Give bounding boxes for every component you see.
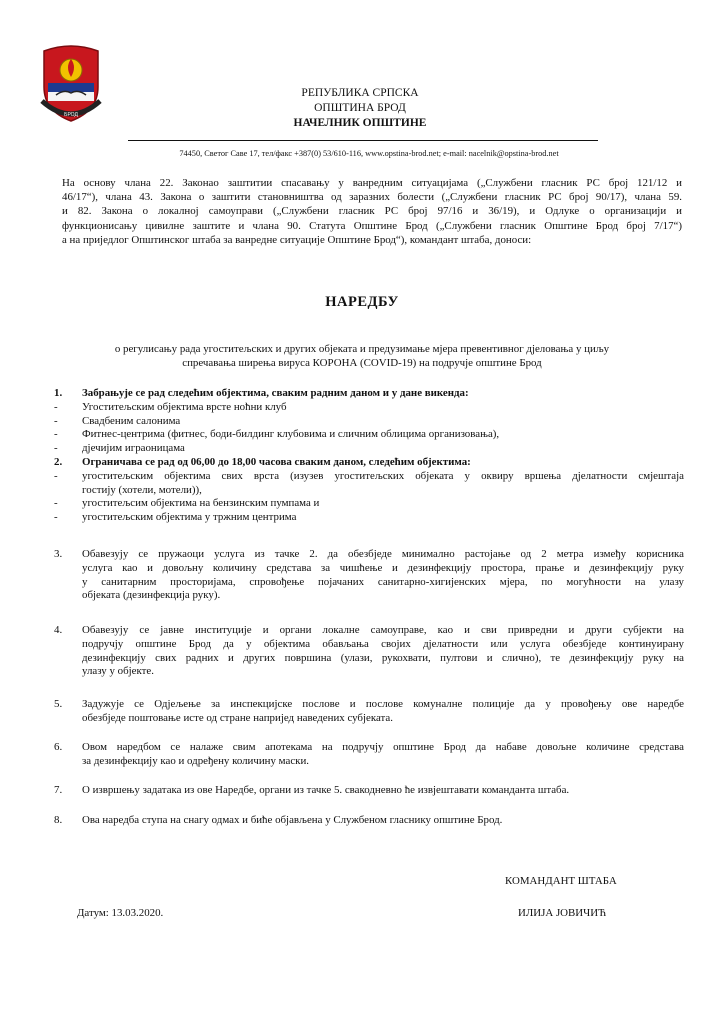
order-item-4: 4. Обавезују се јавне институције и органи локалне самоуправе, као и сви привредни и други субјекти на подручју општине Брод да у објектима обављања својих дјелатности или услуга обезбједе континуирану дезинфекцију свих радних и других површина (улази, рукохвати, пултови и слично), те дезинфекцију руку на улазу у објекте. <box>54 624 684 678</box>
subtitle-line: спречавања ширења вируса КОРОНА (COVID-19) на подручје општине Брод <box>182 357 542 369</box>
item-number: 2. <box>54 455 63 468</box>
bullet-dash: - <box>54 442 58 455</box>
preamble-line: 46/17“), члана 43. Закона о заштити становништва од заразних болести („Службени гласник РС број 90/17), члана 59. <box>62 191 682 204</box>
order-item-7: 7. О извршењу задатака из ове Наредбе, органи из тачке 5. свакодневно ће извјештавати команданта штаба. <box>54 784 570 796</box>
order-item-5: 5. Задужује се Одјељење за инспекцијске послове и послове комуналне полиције да у провођењу ове наредбе обезбједе поштовање исте од стране напријед наведених субјеката. <box>54 698 684 724</box>
list-item: - угоститељским објектима свих врста (изузев угоститељских објеката у оквиру вршења дјелатности смјештаја гостију (хотели, мотели)), <box>54 469 684 496</box>
item-number: 5. <box>54 698 63 710</box>
date-line: Датум: 13.03.2020. <box>77 907 164 919</box>
preamble <box>62 176 682 247</box>
list-item: - угоститељским објектима у тржним центрима <box>54 511 297 524</box>
order-item-8: 8. Ова наредба ступа на снагу одмах и биће објављена у Службеном гласнику општине Брод. <box>54 814 503 826</box>
bullet-dash: - <box>54 469 58 482</box>
list-item: - угоститељсим објектима на бензинским пумпама и <box>54 497 320 510</box>
list-item: - дјечијим играоницама <box>54 442 185 455</box>
preamble-line: функционисању цивилне заштите и члана 90. Статута Општине Брод („Службени гласник Општине Брод број 7/17“) <box>62 219 682 232</box>
municipality-name: ОПШТИНА БРОД <box>314 102 406 114</box>
order-item-6: 6. Овом наредбом се налаже свим апотекама на подручју општине Брод да набаве довољне количине средстава за дезинфекцију као и одређену количину маски. <box>54 741 684 767</box>
item-number: 3. <box>54 548 63 560</box>
preamble-line: и 82. Закона о локалној самоуправи („Службени гласник РС број 97/16 и 36/19), и Одлуке о организацији и <box>62 205 682 218</box>
bullet-dash: - <box>54 511 58 524</box>
item-number: 1. <box>54 387 63 399</box>
letterhead <box>230 86 490 131</box>
order-items-1-2 <box>54 387 684 525</box>
subtitle-line: о регулисању рада угоститељских и других објеката и предузимање мјера превентивног дјеловања у циљу <box>114 343 610 355</box>
item-number: 7. <box>54 784 63 796</box>
list-item: - Угоститељским објектима врсте ноћни клуб <box>54 400 287 413</box>
preamble-line: На основу члана 22. Законао заштитии спасавању у ванредним ситуацијама („Службени гласник РС број 121/12 и <box>62 177 682 189</box>
office-name: НАЧЕЛНИК ОПШТИНЕ <box>293 117 427 129</box>
item-number: 6. <box>54 741 63 753</box>
list-item: - Свадбеним салонима <box>54 414 181 427</box>
item-2-heading: 2. Ограничава се рад од 06,00 до 18,00 часова сваким даном, следећим објектима: <box>54 455 471 468</box>
bullet-dash: - <box>54 414 58 427</box>
bullet-dash: - <box>54 400 58 413</box>
svg-text:БРОД: БРОД <box>64 112 78 118</box>
document-subtitle <box>30 342 694 370</box>
header-divider <box>128 140 598 141</box>
preamble-line: а на приједлог Општинског штаба за ванредне ситуације Општине Брод“), командант штаба, доноси: <box>62 233 532 246</box>
item-number: 4. <box>54 624 63 636</box>
order-item-3: 3. Обавезују се пружаоци услуга из тачке 2. да обезбједе минимално растојање од 2 метра између корисника услуга као и довољну количину средстава за чишћење и дезинфекцију простора, прање и дезинфекцију руку у санитарним просторијама, спровођење појачаних санитарно-хигијенских мјера, по могућности на улазу објеката (дезинфекција руку). <box>54 548 684 602</box>
item-1-heading: 1. Забрањује се рад следећим објектима, сваким радним даном и у дане викенда: <box>54 387 469 399</box>
commander-title: КОМАНДАНТ ШТАБА <box>505 875 617 887</box>
document-title: НАРЕДБУ <box>325 294 399 310</box>
list-item: - Фитнес-центрима (фитнес, боди-билдинг клубовима и сличним облицима организовања), <box>54 428 500 441</box>
bullet-dash: - <box>54 497 58 510</box>
coat-of-arms-icon <box>34 43 108 123</box>
republic-name: РЕПУБЛИКА СРПСКА <box>301 87 419 99</box>
signatory-name: ИЛИЈА ЈОВИЧИЋ <box>518 907 607 919</box>
bullet-dash: - <box>54 428 58 441</box>
item-number: 8. <box>54 814 63 826</box>
contact-line: 74450, Светог Саве 17, тел/факс +387(0) 53/610-116, www.opstina-brod.net; e-mail: nacelnik@opstina-brod.net <box>179 149 559 158</box>
